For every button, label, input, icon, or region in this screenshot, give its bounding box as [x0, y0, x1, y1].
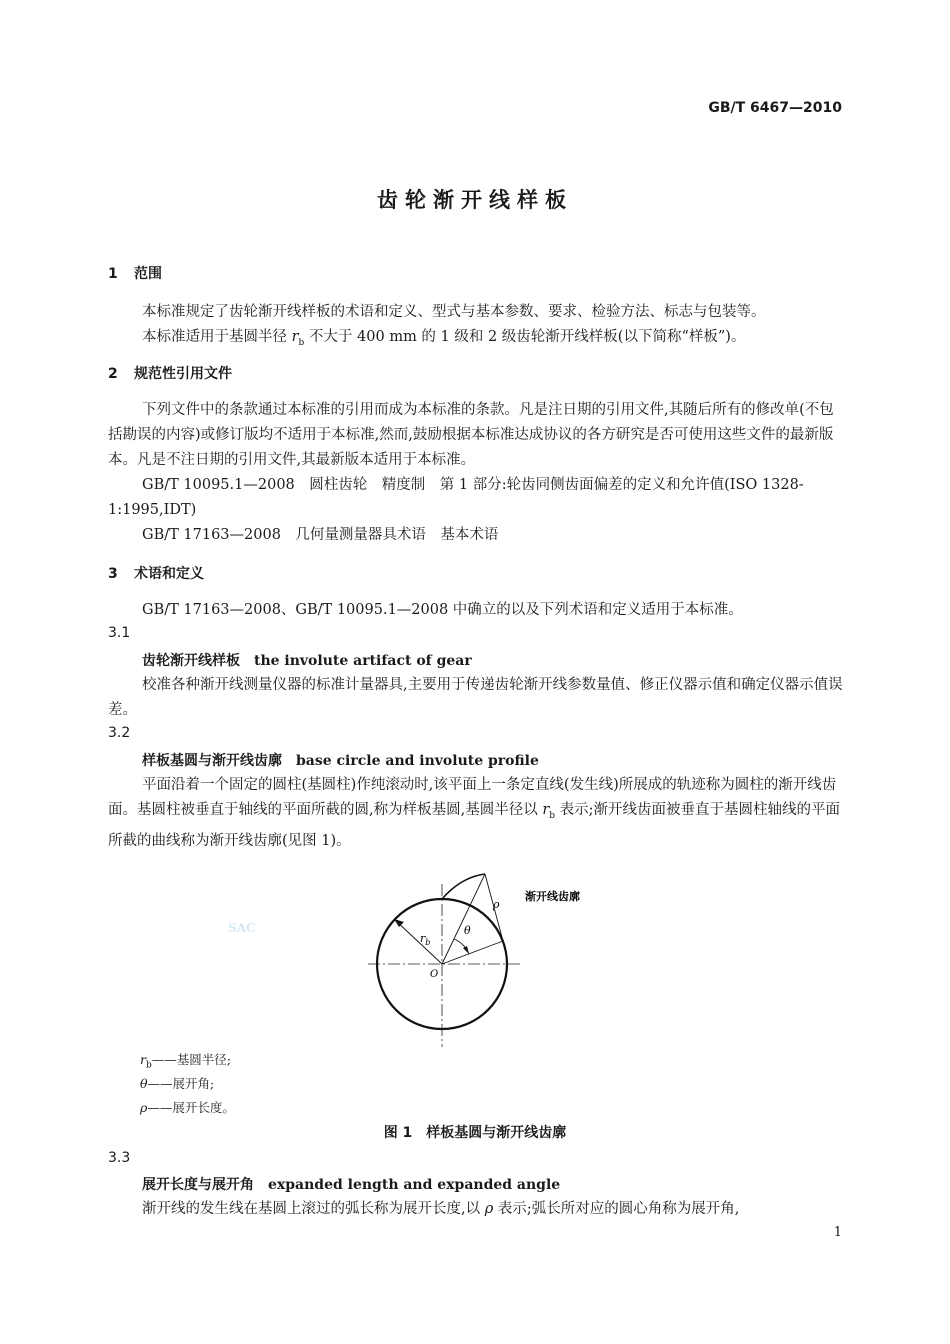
- angle-arrowhead: [463, 946, 469, 954]
- base-radius-line: [394, 919, 442, 964]
- key-text: ——展开角;: [147, 1076, 215, 1091]
- section-title: 规范性引用文件: [134, 366, 232, 382]
- text: 不大于 400 mm 的 1 级和 2 级齿轮渐开线样板(以下简称“样板”)。: [304, 329, 746, 345]
- var-r: r: [291, 329, 299, 345]
- center-label: O: [430, 969, 439, 980]
- term-en: base circle and involute profile: [296, 753, 539, 769]
- figure-key-rho: [140, 1098, 235, 1116]
- scope-paragraph-2: [142, 325, 745, 348]
- key-symbol: θ: [140, 1076, 148, 1091]
- section-3-heading: [108, 563, 204, 583]
- section-number: 1: [108, 266, 118, 282]
- normative-references-paragraph: 下列文件中的条款通过本标准的引用而成为本标准的条款。凡是注日期的引用文件,其随后所有的修改单(不包括勘误的内容)或修订版均不适用于本标准,然而,鼓励根据本标准达成协议的各方研究是否可使用这些文件的最新版本。凡是不注日期的引用文件,其最新版本适用于本标准。: [108, 402, 834, 468]
- radius-arrowhead: [394, 919, 404, 927]
- key-text: ——基圆半径;: [151, 1052, 231, 1067]
- base-circle-involute-diagram: [228, 862, 620, 1052]
- var-sub: b: [298, 337, 305, 348]
- term-3-3-title: [142, 1174, 560, 1194]
- var-sub: b: [549, 810, 556, 821]
- text: 渐开线的发生线在基圆上滚过的弧长称为展开长度,以: [142, 1201, 485, 1217]
- section-number: 3: [108, 566, 118, 582]
- key-text: ——展开长度。: [147, 1100, 235, 1115]
- term-3-3-definition: [142, 1197, 739, 1218]
- rho-label: ρ: [493, 898, 500, 911]
- reference-gbt-17163: GB/T 17163—2008 几何量测量器具术语 基本术语: [142, 527, 499, 543]
- key-symbol: r: [140, 1052, 146, 1067]
- var-rho: ρ: [484, 1201, 494, 1217]
- term-3-1-definition: 校准各种渐开线测量仪器的标准计量器具,主要用于传递齿轮渐开线参数量值、修正仪器示值和确定仪器示值误差。: [108, 677, 843, 718]
- page-number: 1: [833, 1225, 842, 1240]
- figure-caption: 图 1 样板基圆与渐开线齿廓: [383, 1125, 567, 1141]
- rb-sub: b: [425, 938, 431, 947]
- section-number: 2: [108, 366, 118, 382]
- rb-label: [420, 932, 430, 947]
- section-title: 术语和定义: [134, 566, 204, 582]
- term-3-2-number: 3.2: [108, 725, 131, 741]
- figure-key-rb: [140, 1050, 231, 1071]
- term-3-2-title: [142, 750, 539, 770]
- watermark-logo: SAC: [228, 921, 256, 935]
- term-3-3-number: 3.3: [108, 1150, 131, 1166]
- text: 平面沿着一个固定的圆柱(基圆柱)作纯滚动时,该平面上一条定直线(发生线)所展成的轨迹称为圆柱的渐开线齿面。基圆柱被垂直于轴线的平面所截的圆,称为样板基圆,基圆半径以: [108, 777, 837, 818]
- reference-gbt-10095: GB/T 10095.1—2008 圆柱齿轮 精度制 第 1 部分:轮齿同侧齿面偏差的定义和允许值(ISO 1328-1:1995,IDT): [108, 477, 804, 518]
- term-zh: 样板基圆与渐开线齿廓: [142, 753, 282, 769]
- var-r: r: [542, 802, 550, 818]
- term-zh: 展开长度与展开角: [142, 1177, 254, 1193]
- text: 表示;渐开线齿面被垂直于基圆柱轴线的平面所截的曲线称为渐开线齿廓(见图 1)。: [108, 802, 841, 849]
- figure-key-theta: [140, 1074, 214, 1092]
- term-3-1-number: 3.1: [108, 625, 131, 641]
- section-title: 范围: [134, 266, 162, 282]
- key-sub: b: [145, 1060, 152, 1071]
- term-en: expanded length and expanded angle: [268, 1177, 561, 1193]
- text: 本标准适用于基圆半径: [142, 329, 292, 345]
- term-en: the involute artifact of gear: [254, 653, 472, 669]
- involute-profile-label: 渐开线齿廓: [525, 890, 580, 903]
- key-symbol: ρ: [140, 1100, 148, 1115]
- theta-label: θ: [464, 924, 471, 937]
- page-title: 齿轮渐开线样板: [377, 188, 573, 212]
- standard-number: GB/T 6467—2010: [708, 100, 842, 116]
- rb-var: r: [420, 932, 426, 945]
- term-zh: 齿轮渐开线样板: [142, 653, 240, 669]
- section-1-heading: [108, 263, 162, 283]
- term-3-2-definition: [108, 773, 843, 854]
- term-3-1-title: [142, 650, 472, 670]
- text: 表示;弧长所对应的圆心角称为展开角,: [493, 1201, 740, 1217]
- terms-intro-paragraph: GB/T 17163—2008、GB/T 10095.1—2008 中确立的以及下列术语和定义适用于本标准。: [142, 602, 743, 618]
- section-2-heading: [108, 363, 232, 383]
- scope-paragraph-1: 本标准规定了齿轮渐开线样板的术语和定义、型式与基本参数、要求、检验方法、标志与包装等。: [142, 304, 766, 320]
